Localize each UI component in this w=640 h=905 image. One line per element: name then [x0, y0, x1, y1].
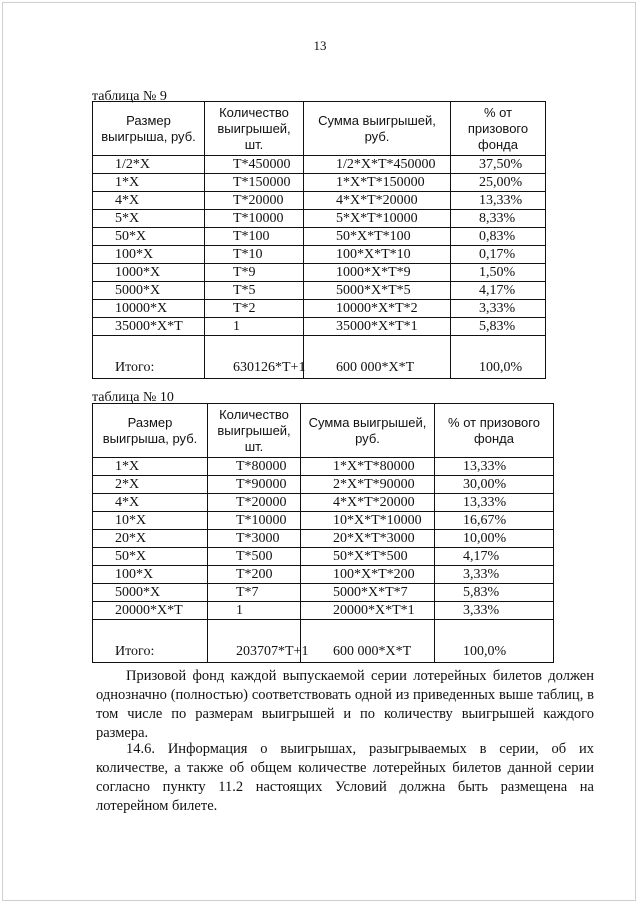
table-row	[93, 494, 554, 512]
table-row	[93, 210, 546, 228]
table9-cell-percent: 37,50%	[451, 156, 546, 174]
table9-cell-percent: 0,17%	[451, 246, 546, 264]
table-row	[93, 476, 554, 494]
table9-cell-count: T*150000	[205, 174, 304, 192]
table9-cell-sum: 1000*X*T*9	[304, 264, 451, 282]
table-row	[93, 264, 546, 282]
table9-cell-size: 1/2*X	[93, 156, 205, 174]
table9-total-percent: 100,0%	[451, 336, 546, 379]
table10-cell-size: 10*X	[93, 512, 208, 530]
table10-cell-percent: 30,00%	[435, 476, 554, 494]
table10-cell-size: 1*X	[93, 458, 208, 476]
table9-cell-sum: 1*X*T*150000	[304, 174, 451, 192]
table-row	[93, 228, 546, 246]
table9-cell-count: T*20000	[205, 192, 304, 210]
table9-cell-size: 50*X	[93, 228, 205, 246]
table-row	[93, 530, 554, 548]
table10-header-count: Количество выигрышей, шт.	[208, 404, 301, 458]
table-row	[93, 584, 554, 602]
table9-cell-size: 5000*X	[93, 282, 205, 300]
table9-cell-sum: 1/2*X*T*450000	[304, 156, 451, 174]
table10-header-size: Размер выигрыша, руб.	[93, 404, 208, 458]
table10-cell-size: 2*X	[93, 476, 208, 494]
table-row	[93, 300, 546, 318]
table10-header-sum: Сумма выигрышей, руб.	[301, 404, 435, 458]
table10-cell-count: T*500	[208, 548, 301, 566]
table10-cell-sum: 100*X*T*200	[301, 566, 435, 584]
paragraph-prize-fund: Призовой фонд каждой выпускаемой серии лотерейных билетов должен однозначно (полностью) соответствовать одной из приведенных выше таблиц, в том числе по размерам выигрышей и по количеству выигрышей каждого размера.	[96, 668, 594, 741]
table9-cell-count: T*10000	[205, 210, 304, 228]
table-row	[93, 174, 546, 192]
table9-cell-size: 4*X	[93, 192, 205, 210]
table10-cell-size: 100*X	[93, 566, 208, 584]
table9-cell-size: 1000*X	[93, 264, 205, 282]
table9-header-sum: Сумма выигрышей, руб.	[304, 102, 451, 156]
table10-cell-count: T*200	[208, 566, 301, 584]
table10-cell-size: 20*X	[93, 530, 208, 548]
table-row	[93, 282, 546, 300]
table10-cell-size: 4*X	[93, 494, 208, 512]
table-total-row	[93, 620, 554, 663]
table10-cell-count: T*80000	[208, 458, 301, 476]
table10-cell-size: 5000*X	[93, 584, 208, 602]
table10-cell-percent: 5,83%	[435, 584, 554, 602]
table9	[92, 101, 546, 379]
table10-caption: таблица № 10	[92, 390, 174, 405]
table9-cell-sum: 5*X*T*10000	[304, 210, 451, 228]
table10-cell-percent: 3,33%	[435, 566, 554, 584]
table9-cell-count: T*5	[205, 282, 304, 300]
table10-cell-count: T*90000	[208, 476, 301, 494]
table9-cell-count: T*100	[205, 228, 304, 246]
table-row	[93, 246, 546, 264]
table10-cell-sum: 1*X*T*80000	[301, 458, 435, 476]
table10-cell-percent: 4,17%	[435, 548, 554, 566]
table10-cell-sum: 20000*X*T*1	[301, 602, 435, 620]
table9-cell-percent: 1,50%	[451, 264, 546, 282]
table-row	[93, 512, 554, 530]
table-row	[93, 318, 546, 336]
table10-cell-sum: 5000*X*T*7	[301, 584, 435, 602]
table9-cell-percent: 3,33%	[451, 300, 546, 318]
table9-cell-sum: 35000*X*T*1	[304, 318, 451, 336]
table9-cell-percent: 8,33%	[451, 210, 546, 228]
table10-cell-percent: 13,33%	[435, 494, 554, 512]
table-total-row	[93, 336, 546, 379]
table9-cell-count: 1	[205, 318, 304, 336]
table9-cell-percent: 13,33%	[451, 192, 546, 210]
table10-cell-sum: 4*X*T*20000	[301, 494, 435, 512]
table9-cell-size: 35000*X*T	[93, 318, 205, 336]
table10-cell-percent: 10,00%	[435, 530, 554, 548]
table9-cell-sum: 10000*X*T*2	[304, 300, 451, 318]
table9-cell-percent: 5,83%	[451, 318, 546, 336]
table9-cell-percent: 0,83%	[451, 228, 546, 246]
table10	[92, 403, 554, 663]
table10-cell-count: T*3000	[208, 530, 301, 548]
table10-cell-size: 50*X	[93, 548, 208, 566]
table9-cell-sum: 5000*X*T*5	[304, 282, 451, 300]
table9-header-size: Размер выигрыша, руб.	[93, 102, 205, 156]
table9-cell-percent: 4,17%	[451, 282, 546, 300]
paragraph-14-6: 14.6. Информация о выигрышах, разыгрываемых в серии, об их количестве, а также об общем количестве лотерейных билетов данной серии согласно пункту 11.2 настоящих Условий должна быть размещена на лотерейном билете.	[96, 741, 594, 814]
table9-cell-count: T*9	[205, 264, 304, 282]
table-row	[93, 548, 554, 566]
table9-cell-count: T*10	[205, 246, 304, 264]
table-row	[93, 602, 554, 620]
table9-caption: таблица № 9	[92, 89, 167, 104]
table10-cell-count: T*10000	[208, 512, 301, 530]
table10-cell-sum: 20*X*T*3000	[301, 530, 435, 548]
table9-header-count: Количество выигрышей, шт.	[205, 102, 304, 156]
table10-header-row	[93, 404, 554, 458]
table9-cell-count: T*450000	[205, 156, 304, 174]
table10-total-size: Итого:	[93, 620, 208, 663]
table9-total-count: 630126*T+1	[205, 336, 304, 379]
table9-cell-size: 10000*X	[93, 300, 205, 318]
table-row	[93, 566, 554, 584]
table9-cell-sum: 4*X*T*20000	[304, 192, 451, 210]
table9-cell-sum: 100*X*T*10	[304, 246, 451, 264]
table10-total-percent: 100,0%	[435, 620, 554, 663]
table9-header-percent: % от призового фонда	[451, 102, 546, 156]
table9-total-size: Итого:	[93, 336, 205, 379]
table10-header-percent: % от призового фонда	[435, 404, 554, 458]
table10-cell-percent: 13,33%	[435, 458, 554, 476]
table10-cell-count: T*20000	[208, 494, 301, 512]
table-row	[93, 156, 546, 174]
table-row	[93, 458, 554, 476]
table10-cell-sum: 2*X*T*90000	[301, 476, 435, 494]
page-number: 13	[313, 38, 327, 53]
table10-total-sum: 600 000*X*T	[301, 620, 435, 663]
table10-total-count: 203707*T+1	[208, 620, 301, 663]
table10-cell-count: T*7	[208, 584, 301, 602]
table10-cell-size: 20000*X*T	[93, 602, 208, 620]
table9-header-row	[93, 102, 546, 156]
table10-cell-percent: 3,33%	[435, 602, 554, 620]
table9-cell-percent: 25,00%	[451, 174, 546, 192]
table9-cell-size: 100*X	[93, 246, 205, 264]
table9-cell-size: 5*X	[93, 210, 205, 228]
table10-cell-percent: 16,67%	[435, 512, 554, 530]
table10-cell-sum: 50*X*T*500	[301, 548, 435, 566]
table10-cell-count: 1	[208, 602, 301, 620]
table9-cell-size: 1*X	[93, 174, 205, 192]
table9-total-sum: 600 000*X*T	[304, 336, 451, 379]
table-row	[93, 192, 546, 210]
table10-cell-sum: 10*X*T*10000	[301, 512, 435, 530]
table9-cell-sum: 50*X*T*100	[304, 228, 451, 246]
table9-cell-count: T*2	[205, 300, 304, 318]
